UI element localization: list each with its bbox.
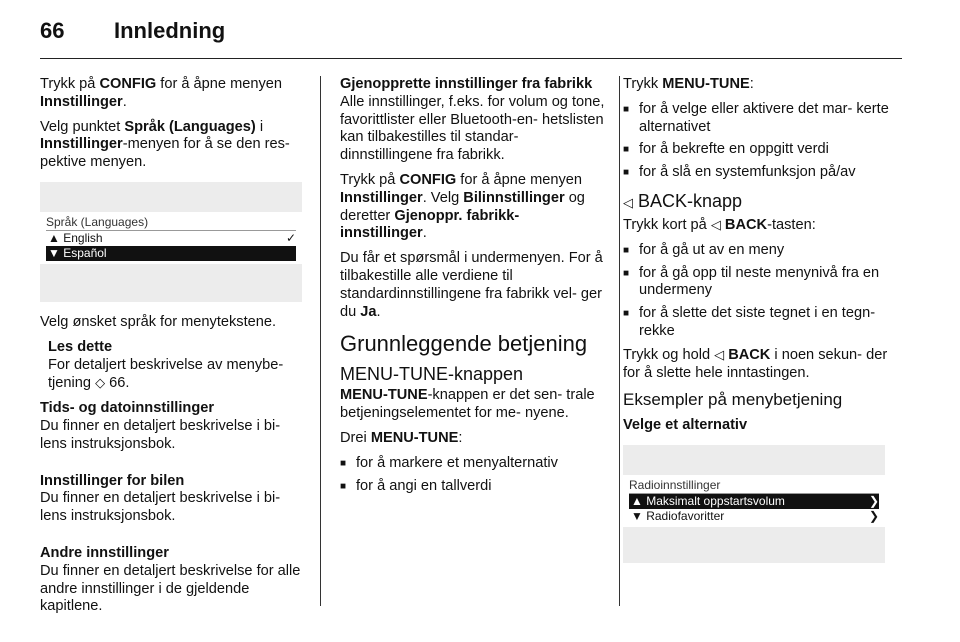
chevron-right-icon: ❯	[868, 509, 879, 524]
list-item: ■ for å angi en tallverdi	[340, 478, 606, 496]
back-icon: ◁	[623, 194, 633, 210]
subheading: MENU-TUNE-knappen	[340, 364, 524, 385]
paragraph: Du finner en detaljert beskrivelse for alle andre innstillinger i de gjeldende kapitlene.	[40, 562, 301, 615]
paragraph: Trykk på CONFIG for å åpne menyen Innstillinger. Velg Bilinnstillinger og deretter Gjenoppr. fabrikk- innstillinger.	[340, 171, 585, 242]
paragraph: Velg ønsket språk for menytekstene.	[40, 313, 277, 330]
page-ref-icon: ◇	[95, 375, 106, 391]
column-divider	[619, 76, 620, 606]
menu-row: ▼ Radiofavoritter ❯	[631, 509, 879, 524]
column-3	[623, 76, 905, 563]
paragraph: Trykk på CONFIG for å åpne menyen Innstillinger.	[40, 76, 282, 110]
paragraph: Drei MENU-TUNE:	[340, 429, 463, 446]
section-title: Tids- og datoinnstillinger	[40, 400, 215, 417]
paragraph: Du finner en detaljert beskrivelse i bi- lens instruksjonsbok.	[40, 417, 281, 452]
note-title: Les dette	[48, 338, 113, 355]
list-item: ■ for å gå opp til neste menynivå fra en undermeny	[623, 265, 905, 301]
column-2	[340, 76, 606, 500]
section-title: Velge et alternativ	[623, 417, 748, 434]
note: Les dette For detaljert beskrivelse av menybe- tjening ◇ 66.	[48, 338, 284, 392]
paragraph: MENU-TUNE-knappen er det sen- trale betjeningselementet for me- nyene.	[340, 387, 595, 422]
subheading: ◁ BACK-knapp	[623, 190, 743, 211]
paragraph: Velg punktet Språk (Languages) i Innstillinger-menyen for å se den res- pektive menyen.	[40, 118, 290, 171]
heading: Grunnleggende betjening	[340, 331, 588, 357]
menu-row-selected: ▼ Español	[46, 246, 296, 261]
radio-settings-screen-image	[623, 445, 885, 563]
screen-title: Radioinnstillinger	[629, 478, 879, 494]
back-icon: ◁	[714, 346, 725, 362]
paragraph: Du finner en detaljert beskrivelse i bi- lens instruksjonsbok.	[40, 490, 281, 525]
check-icon: ✓	[285, 230, 296, 245]
section-title: Andre innstillinger	[40, 544, 169, 561]
paragraph: Trykk og hold ◁ BACK i noen sekun- der for å slette hele inntastingen.	[623, 346, 888, 381]
page-header	[40, 18, 225, 44]
list-item: ■ for å gå ut av en meny	[623, 242, 905, 260]
screen-title: Språk (Languages)	[46, 215, 296, 231]
chapter-title: Innledning	[114, 18, 226, 43]
page-number: 66	[40, 18, 65, 43]
section-title: Gjenopprette innstillinger fra fabrikk	[340, 76, 593, 92]
list-item: ■ for å markere et menyalternativ	[340, 455, 606, 473]
column-1	[40, 76, 305, 623]
column-divider	[320, 76, 321, 606]
language-screen-image	[40, 182, 302, 302]
list-item: ■ for å velge eller aktivere det mar- kerte alternativet	[623, 101, 905, 137]
list-item: ■ for å bekrefte en oppgitt verdi	[623, 141, 905, 159]
paragraph: Trykk MENU-TUNE:	[623, 76, 754, 92]
header-rule	[40, 58, 902, 59]
paragraph: Trykk kort på ◁ BACK-tasten:	[623, 216, 816, 233]
heading: Eksempler på menybetjening	[623, 390, 843, 410]
paragraph: Du får et spørsmål i undermenyen. For å tilbakestille alle verdiene til standardinnstillingene fra fabrikk vel- ger du Ja.	[340, 250, 603, 320]
menu-row-selected: ▲ Maksimalt oppstartsvolum ❯	[631, 494, 879, 509]
paragraph: Alle innstillinger, f.eks. for volum og tone, favorittlister eller Bluetooth-en- hetslisten kan tilbakestilles til standar- dinnstillingene fra fabrikk.	[340, 93, 605, 164]
list-item: ■ for å slå en systemfunksjon på/av	[623, 164, 905, 182]
list-item: ■ for å slette det siste tegnet i en tegn- rekke	[623, 305, 905, 341]
menu-row: ▲ English ✓	[48, 230, 296, 245]
back-icon: ◁	[710, 216, 721, 232]
chevron-right-icon: ❯	[868, 494, 879, 509]
section-title: Innstillinger for bilen	[40, 472, 185, 489]
